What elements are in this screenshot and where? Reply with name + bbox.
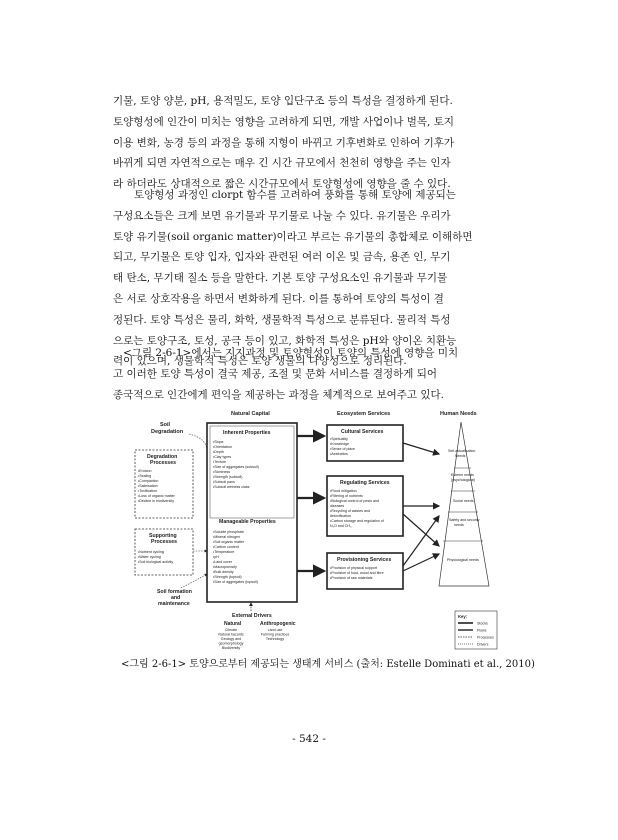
text-line: 바뀌게 되면 자연적으로는 매우 긴 시간 규모에서 천천히 영향을 주는 인자 (113, 157, 451, 170)
regulating-item: •Filtering of nutrients (330, 494, 363, 498)
regulating-title: Regulating Services (340, 480, 390, 486)
anthropogenic-driver-item: Technology (265, 637, 285, 641)
degradation-title-2: Processes (150, 460, 176, 466)
provisioning-title: Provisioning Services (337, 557, 392, 563)
inherent-title: Inherent Properties (223, 430, 271, 436)
legend-label: Stocks (477, 621, 488, 626)
text-line: 은 서로 상호작용을 하면서 변화하게 된다. 이를 통하여 토양의 특성이 결 (113, 292, 444, 305)
regulating-item: N₂O and CH₄ (330, 524, 352, 528)
cultural-item: •Sense of place (330, 447, 356, 451)
natural-drivers-title: Natural (224, 621, 242, 627)
text-line: 정된다. 토양 특성은 물리, 화학, 생물학적 특성으로 분류된다. 물리적 특성 (113, 313, 451, 326)
degradation-item: •Sealing (138, 474, 152, 478)
need-self-actualisation-2: Needs (455, 454, 466, 458)
diagram-svg (121, 406, 499, 653)
legend-label: Drivers (477, 642, 489, 647)
natural-driver-item: Climate (224, 628, 238, 632)
manageable-item: •Temperature (213, 550, 235, 554)
manageable-title: Manageable Properties (219, 519, 276, 525)
inherent-item: •Orientation (213, 445, 232, 449)
natural-driver-item: Natural hazards (218, 632, 244, 637)
need-esteem-1: Esteem needs (451, 473, 474, 477)
manageable-item: •Macroporosity (213, 565, 237, 569)
inherent-item: •Stoniness (213, 470, 231, 474)
manageable-item: •Size of aggregates (topsoil) (213, 580, 259, 584)
inherent-item: •Texture (213, 460, 227, 464)
anthropogenic-driver-item: Farming practices (260, 632, 290, 637)
text-line: 기물, 토양 양분, pH, 용적밀도, 토양 입단구조 등의 특성을 결정하게 된다. (113, 95, 453, 107)
manageable-item: •Carbon content (213, 545, 239, 549)
text-line: 토양 유기물(soil organic matter)이라고 부르는 유기물의 총합체로 이해하면 (113, 230, 473, 243)
cultural-item: •Spirituality (330, 437, 348, 441)
text-line: 라 하더라도 상대적으로 짧은 시간규모에서 토양형성에 영향을 줄 수 있다. (113, 178, 451, 191)
degradation-item: •Salinisation (138, 484, 158, 488)
inherent-item: •Subsoil pans (213, 480, 235, 484)
col-human-needs: Human Needs (440, 411, 477, 417)
regulating-item: •Biological control of pests and (330, 499, 380, 503)
manageable-item: •Bulk density (213, 570, 234, 574)
degradation-item: •Toxification (138, 489, 158, 493)
cultural-title: Cultural Services (341, 429, 384, 435)
figure-caption: <그림 2-6-1> 토양으로부터 제공되는 생태계 서비스 (출처: Estelle Dominati et al., 2010) (121, 659, 535, 670)
legend-title: Key: (458, 614, 468, 619)
supporting-title-2: Processes (151, 539, 177, 545)
text-line: <그림 2-6-1>에서는 지지과정 및 토양형성이 토양의 특성에 영향을 미치 (123, 347, 459, 359)
supporting-title-1: Supporting (149, 533, 177, 539)
text-line: 되고, 무기물은 토양 입자, 입자와 관련된 여러 이온 및 금속, 용존 인, 무기 (113, 251, 451, 264)
natural-driver-item: Biodiversity (221, 646, 241, 650)
inherent-item: •Depth (213, 450, 224, 454)
legend-label: Flows (477, 628, 487, 633)
cultural-item: •Knowledge (330, 442, 350, 446)
connector-degradation (189, 434, 207, 450)
paragraph-3 (113, 343, 511, 405)
supporting-item: •Water cycling (138, 555, 161, 559)
supporting-item: •Soil biological activity (138, 560, 174, 564)
degradation-item: •Loss of organic matter (138, 494, 175, 498)
regulating-item: diseases (330, 504, 345, 508)
provisioning-item: •Provision of raw materials (330, 576, 373, 580)
natural-driver-item: Geology and (220, 637, 242, 641)
supporting-item: •Nutrient cycling (138, 550, 164, 554)
text-line: 토양형성에 인간이 미치는 영향을 고려하게 되면, 개발 사업이나 벌목, 토지 (113, 115, 455, 128)
degradation-item: •Erosion (138, 469, 152, 473)
degradation-title-1: Degradation (147, 454, 178, 460)
regulating-item: detoxification (330, 514, 351, 518)
paragraph-1 (113, 91, 511, 195)
ecosystem-services-diagram (121, 406, 499, 653)
inherent-item: •Size of aggregates (subsoil) (213, 465, 259, 469)
need-self-actualisation-1: Self-actualisation (448, 449, 476, 453)
soil-degradation-line1: Soil (160, 422, 171, 428)
manageable-item: •pH (213, 555, 219, 559)
regulating-item: •Carbon storage and regulation of (330, 519, 384, 523)
flow-arrow-to-physiological-b (403, 554, 439, 571)
soil-formation-1: Soil formation (157, 589, 192, 595)
anthropogenic-drivers-title: Anthropogenic (260, 621, 296, 627)
need-social: Social needs (453, 499, 474, 503)
text-line: 고 이러한 토양 특성이 결국 제공, 조절 및 문화 서비스를 결정하게 되어 (113, 367, 438, 380)
text-line: 이용 변화, 농경 등의 과정을 통해 지형이 바뀌고 기후변화로 인하여 기후가 (113, 136, 455, 149)
flow-arrow-to-selfactualisation (403, 443, 439, 454)
inherent-item: •Subsoil wetness class (213, 485, 250, 489)
natural-driver-item: geomorphology (218, 641, 244, 646)
text-line: 으로는 토양구조, 토성, 공극 등이 있고, 화학적 특성은 pH와 양이온 치환능 (113, 334, 457, 347)
text-line: 구성요소들은 크게 보면 유기물과 무기물로 나눌 수 있다. 유기물은 우리가 (113, 209, 451, 222)
inherent-item: •Strength (subsoil) (213, 475, 243, 479)
need-safety-2: needs (454, 523, 464, 527)
col-ecosystem-services: Ecosystem Services (337, 411, 391, 417)
provisioning-item: •Provision of food, wood and fibre (330, 571, 384, 575)
text-line: 토양형성 과정인 clorpt 함수를 고려하여 풍화를 통해 토양에 제공되는 (134, 189, 456, 201)
degradation-item: •Decline in biodiversity (138, 499, 175, 503)
manageable-item: •Soil organic matter (213, 540, 245, 544)
cultural-item: •Aesthetics (330, 452, 348, 456)
soil-formation-2: and (171, 595, 181, 601)
degradation-item: •Compaction (138, 479, 159, 483)
col-natural-capital: Natural Capital (231, 411, 270, 417)
anthropogenic-driver-item: Land use (267, 628, 283, 632)
soil-degradation-line2: Degradation (151, 429, 184, 435)
connector-formation (181, 574, 207, 588)
text-line: 태 탄소, 무기태 질소 등을 말한다. 기본 토양 구성요소인 유기물과 무기물 (113, 272, 448, 285)
need-safety-1: Safety and security (449, 518, 480, 522)
provisioning-item: •Provision of physical support (330, 566, 378, 570)
regulating-item: •Flood mitigation (330, 489, 357, 493)
need-esteem-2: (psychological) (451, 478, 475, 482)
inherent-item: •Slope (213, 440, 224, 444)
manageable-item: •Land cover (213, 560, 233, 564)
need-physiological: Physiological needs (447, 558, 479, 562)
text-line: 력이 있으며, 생물학적 특성은 토양 생물의 다양성으로 정리된다. (113, 355, 407, 368)
manageable-item: •Strength (topsoil) (213, 575, 242, 579)
manageable-item: •Mineral nitrogen (213, 535, 241, 539)
regulating-item: •Recycling of wastes and (330, 509, 371, 513)
page-number: - 542 - (292, 733, 326, 745)
legend-label: Processes (477, 635, 494, 640)
text-line: 종국적으로 인간에게 편익을 제공하는 과정을 체계적으로 보여주고 있다. (113, 388, 444, 401)
external-drivers-title: External Drivers (232, 613, 272, 619)
inherent-item: •Clay types (213, 455, 232, 459)
soil-formation-3: maintenance (158, 601, 190, 607)
manageable-item: •Soluble phosphate (213, 530, 245, 534)
